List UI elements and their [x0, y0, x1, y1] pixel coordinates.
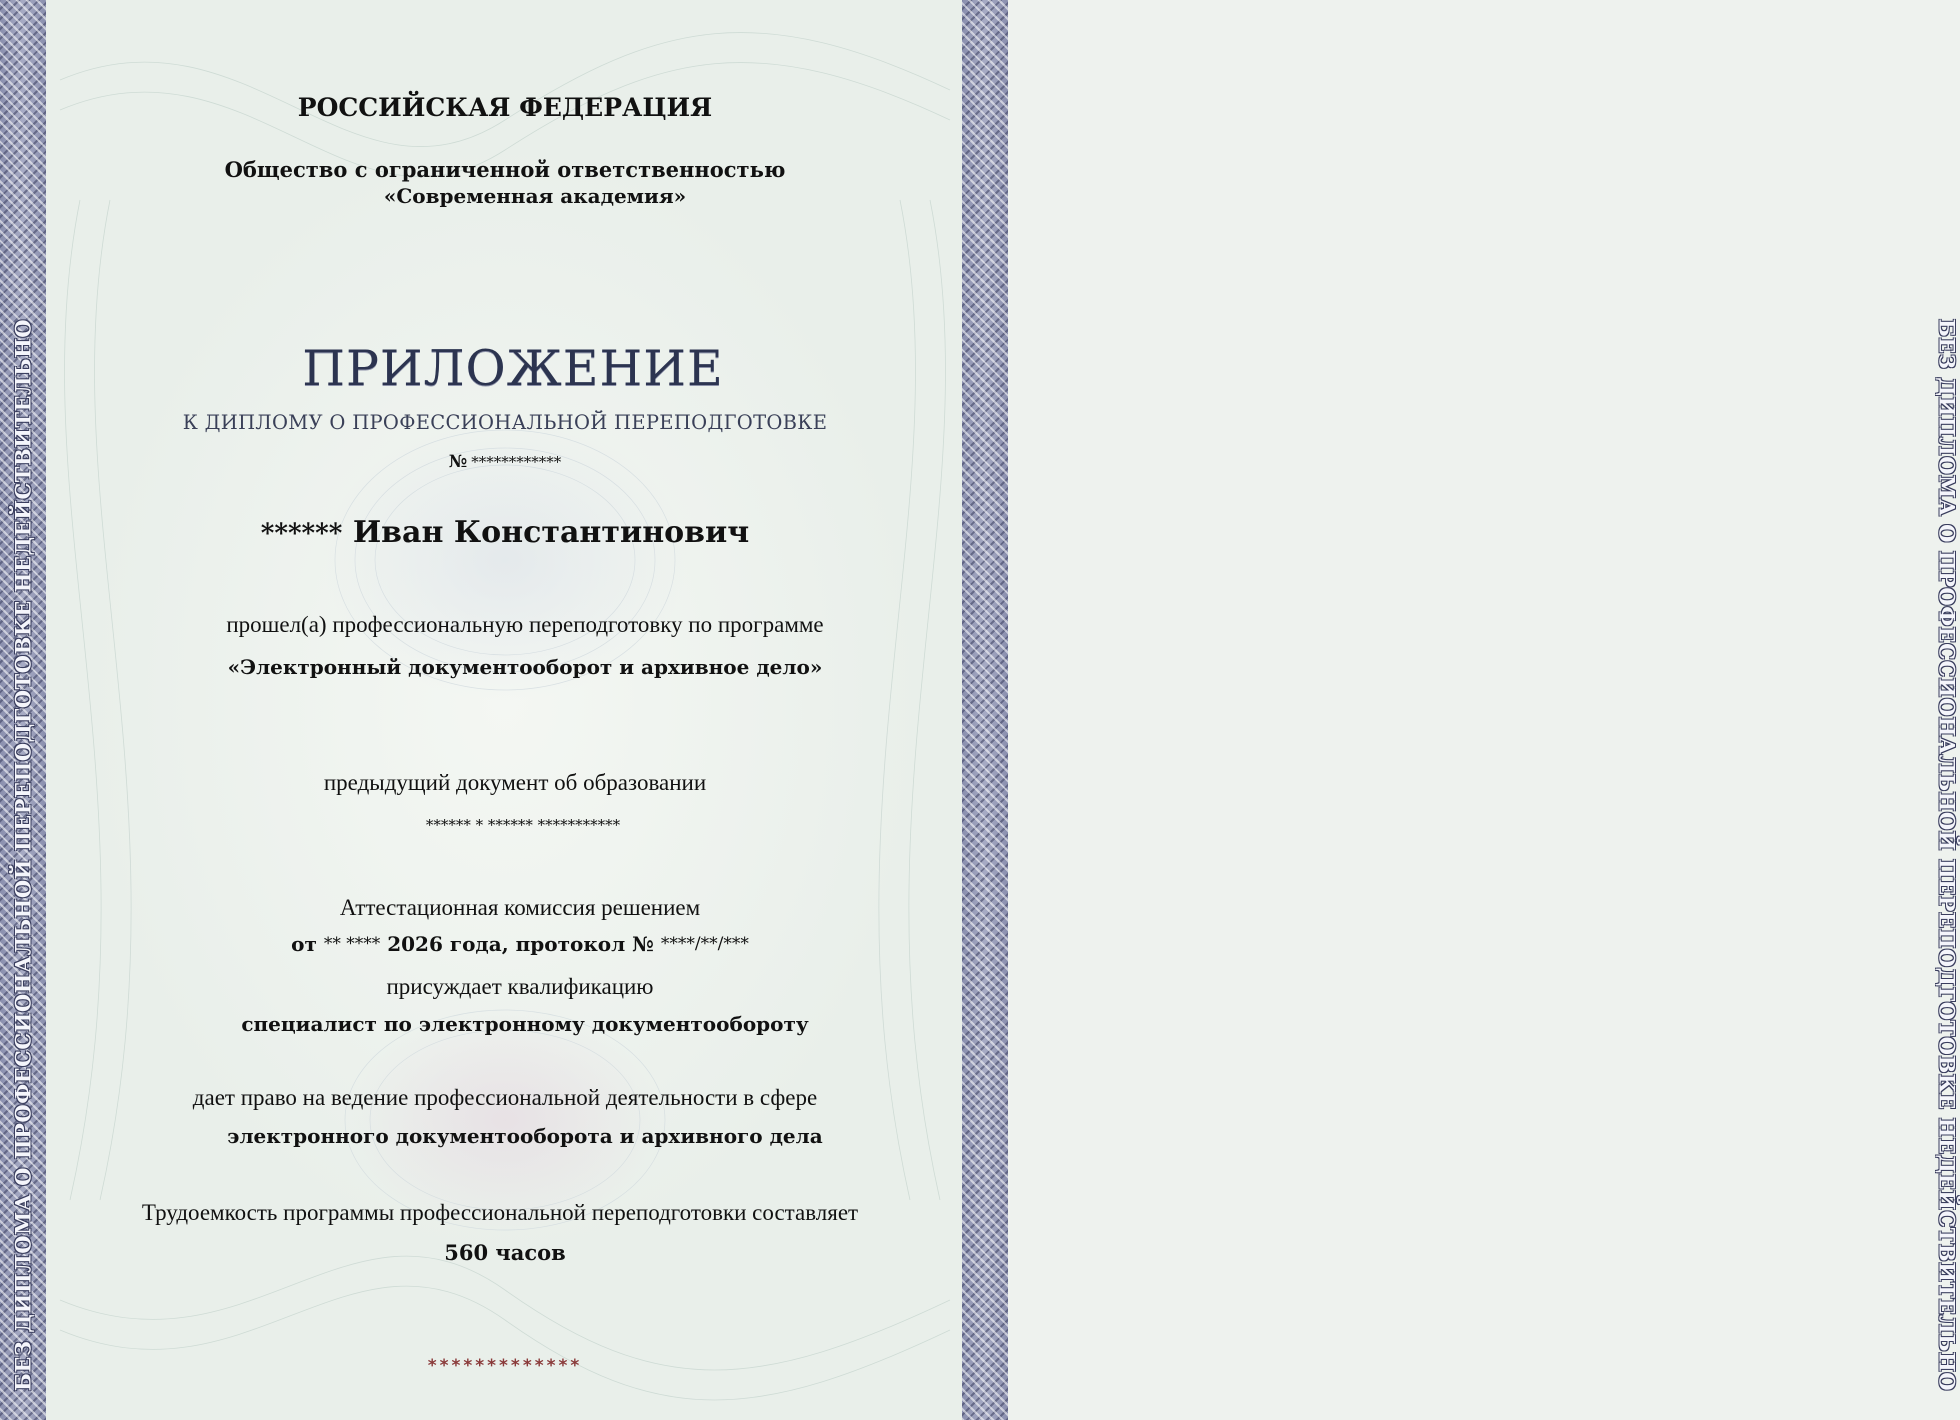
document-title: ПРИЛОЖЕНИЕ [302, 340, 724, 397]
country-heading: РОССИЙСКАЯ ФЕДЕРАЦИЯ [297, 93, 713, 122]
date-prefix: от [291, 932, 317, 956]
commission-intro: Аттестационная комиссия решением [339, 895, 701, 920]
program-name: «Электронный документооборот и архивное дело» [227, 655, 823, 679]
document-content [60, 0, 950, 1420]
number-value: ************ [471, 453, 562, 471]
rights-intro: дает право на ведение профессиональной деятельности в сфере [192, 1085, 818, 1110]
program-intro: прошел(а) профессиональную переподготовку по программе [226, 612, 824, 637]
date-masked: ** **** [323, 934, 381, 954]
right-security-border [962, 0, 1960, 1420]
qualification-name: специалист по электронному документообороту [241, 1012, 809, 1036]
left-border-text: БЕЗ ДИПЛОМА О ПРОФЕССИОНАЛЬНОЙ ПЕРЕПОДГОТОВКЕ НЕДЕЙСТВИТЕЛЬНО [10, 318, 36, 1392]
qualification-award-text: присуждает квалификацию [386, 974, 654, 999]
previous-document-value: ****** * ****** *********** [425, 816, 621, 834]
given-names: Иван Константинович [352, 515, 750, 550]
previous-document-label: предыдущий документ об образовании [323, 770, 707, 795]
document-subtitle: К ДИПЛОМУ О ПРОФЕССИОНАЛЬНОЙ ПЕРЕПОДГОТОВКЕ [182, 411, 828, 434]
labor-intro: Трудоемкость программы профессиональной переподготовки составляет [141, 1200, 859, 1225]
organization-type: Общество с ограниченной ответственностью [224, 157, 786, 182]
document-number [60, 452, 950, 472]
surname-masked: ****** [260, 519, 343, 549]
program-hours: 560 часов [444, 1240, 566, 1265]
right-border-text: БЕЗ ДИПЛОМА О ПРОФЕССИОНАЛЬНОЙ ПЕРЕПОДГОТОВКЕ НЕДЕЙСТВИТЕЛЬНО [1934, 318, 1960, 1392]
serial-number-masked: ************* [427, 1356, 583, 1376]
commission-decision [75, 932, 965, 956]
rights-sphere: электронного документооборота и архивного дела [227, 1124, 823, 1148]
protocol-masked: ****/**/*** [660, 934, 749, 954]
organization-name: «Современная академия» [383, 184, 687, 208]
number-label: № [448, 452, 468, 472]
year-protocol-text: 2026 года, протокол № [387, 932, 654, 956]
left-security-border [0, 0, 46, 1420]
person-name [60, 515, 950, 550]
